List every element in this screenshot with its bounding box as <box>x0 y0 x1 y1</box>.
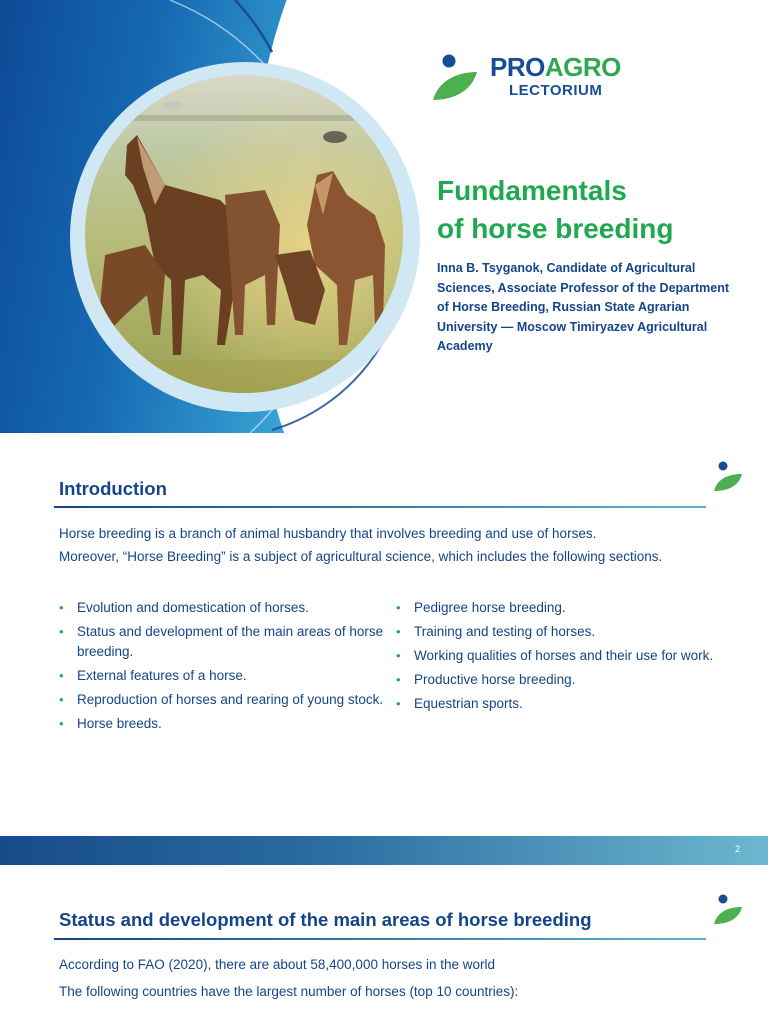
list-item: • Reproduction of horses and rearing of young stock. <box>59 690 389 710</box>
presentation-title <box>437 172 757 248</box>
logo-brand-pro: PRO <box>490 52 545 82</box>
list-item: • Equestrian sports. <box>396 694 716 714</box>
intro-paragraph-2: Moreover, “Horse Breeding” is a subject of agricultural science, which includes the following sections. <box>59 549 663 564</box>
title-slide <box>0 0 768 433</box>
logo-subtitle: LECTORIUM <box>509 82 603 99</box>
title-line-1: Fundamentals <box>437 175 627 206</box>
leaf-person-icon <box>712 893 744 925</box>
list-item: • Productive horse breeding. <box>396 670 716 690</box>
leaf-person-icon <box>430 52 480 102</box>
list-item: • Training and testing of horses. <box>396 622 716 642</box>
bullet-list-right <box>396 598 716 718</box>
list-item: • Working qualities of horses and their use for work. <box>396 646 716 666</box>
list-item: • Evolution and domestication of horses. <box>59 598 389 618</box>
heading-underline <box>54 506 706 508</box>
horses-photo <box>85 75 403 393</box>
list-item: • Status and development of the main areas of horse breeding. <box>59 622 389 661</box>
proagro-logo <box>430 52 640 107</box>
leaf-person-icon <box>712 460 744 492</box>
title-line-2: of horse breeding <box>437 213 674 244</box>
intro-paragraph-1: Horse breeding is a branch of animal husbandry that involves breeding and use of horses. <box>59 526 597 541</box>
heading-underline <box>54 938 706 940</box>
list-item: • Pedigree horse breeding. <box>396 598 716 618</box>
logo-brand-agro: AGRO <box>544 52 621 82</box>
logo-brand-text <box>490 52 621 82</box>
status-paragraph-1: According to FAO (2020), there are about 58,400,000 horses in the world <box>59 957 496 972</box>
list-item: • External features of a horse. <box>59 666 389 686</box>
list-item: • Horse breeds. <box>59 714 389 734</box>
section-heading: Introduction <box>59 478 167 499</box>
author-info: Inna B. Tsyganok, Candidate of Agricultural Sciences, Associate Professor of the Department of Horse Breeding, Russian State Agrarian University — Moscow Timiryazev Agricultural Academy <box>437 261 729 353</box>
page-number: 2 <box>734 844 740 854</box>
status-slide <box>0 865 768 1024</box>
introduction-slide <box>0 433 768 865</box>
section-heading: Status and development of the main areas of horse breeding <box>59 909 592 930</box>
status-paragraph-2: The following countries have the largest number of horses (top 10 countries): <box>59 984 519 999</box>
bullet-list-left <box>59 598 389 738</box>
footer-band <box>0 836 768 865</box>
